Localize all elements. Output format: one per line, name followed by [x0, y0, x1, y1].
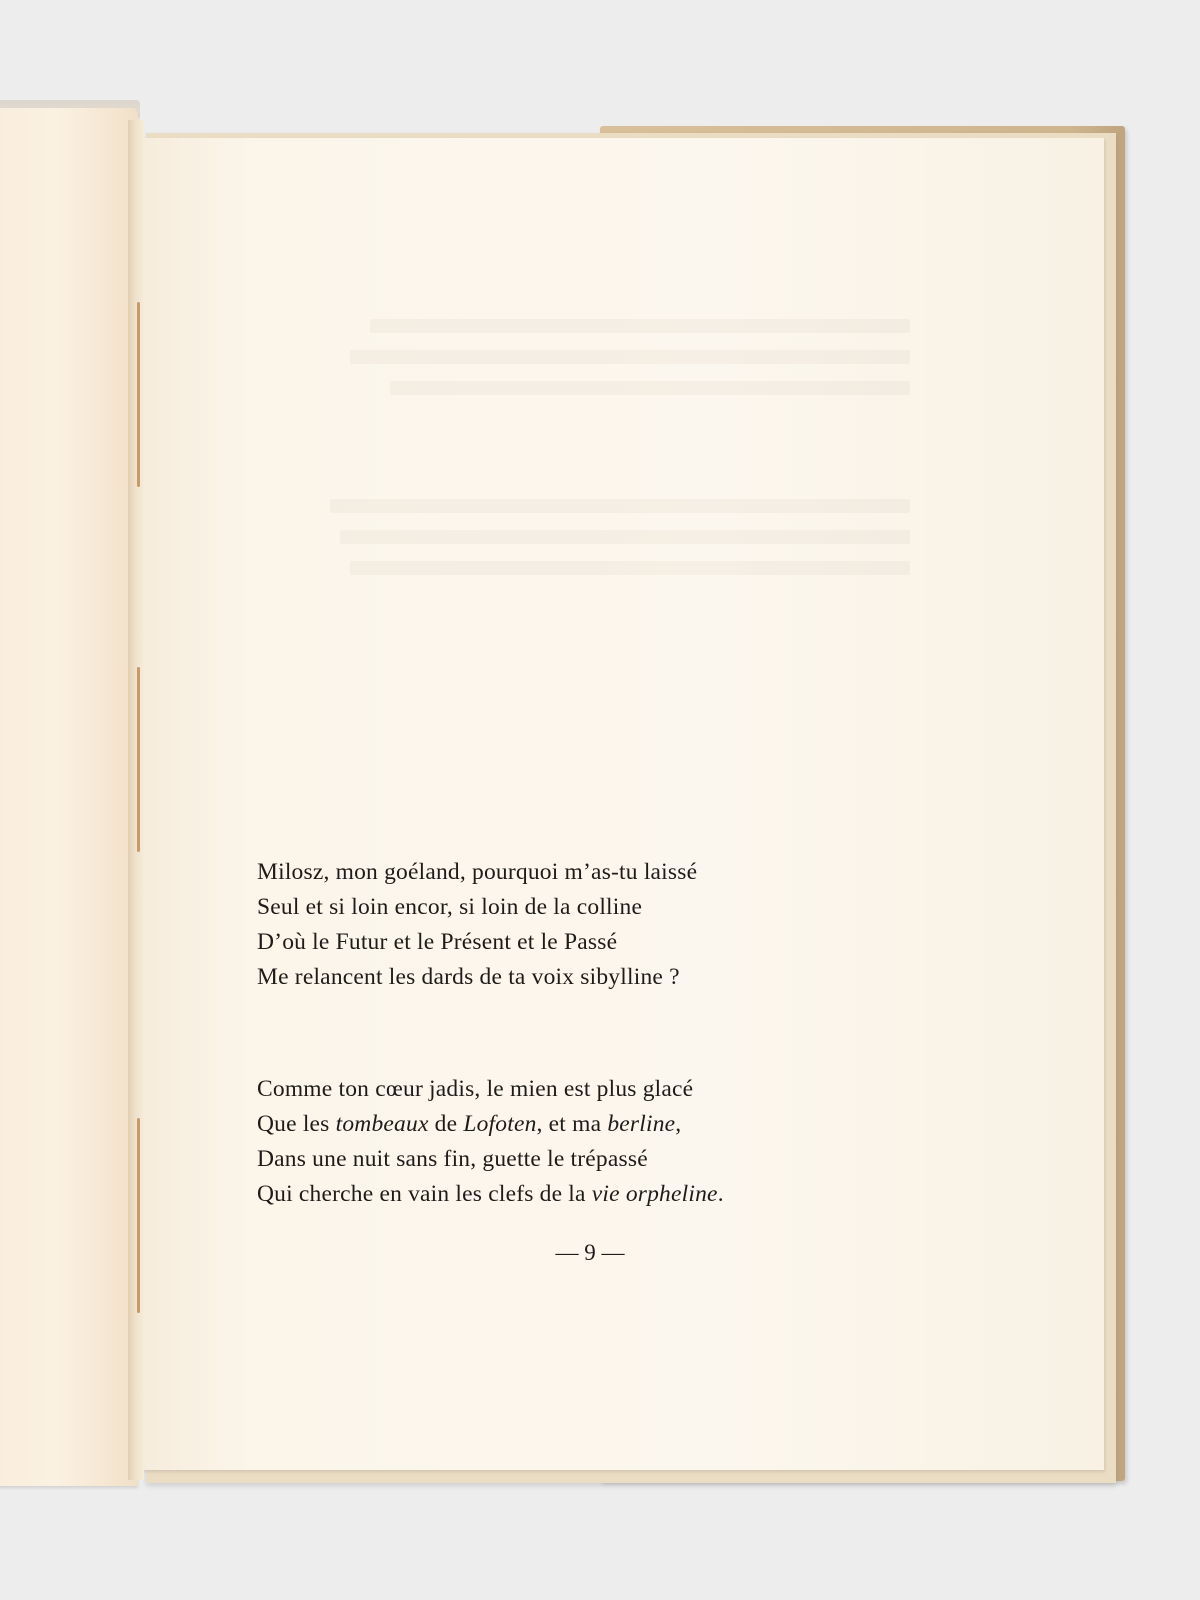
left-page: [0, 108, 138, 1486]
line-text: Me relancent les dards de ta voix sibylline ?: [257, 964, 680, 990]
show-through-text: [310, 310, 910, 403]
binding-stitch: [137, 667, 140, 852]
line-text: Seul et si loin encor, si loin de la colline: [257, 894, 643, 920]
poem-line: [257, 1107, 877, 1142]
poem-line: [257, 960, 877, 995]
page-number: — 9 —: [555, 1240, 625, 1265]
poem-line: [257, 890, 877, 925]
book-gutter: [128, 120, 144, 1480]
poem-line: [257, 1142, 877, 1177]
line-text: Qui cherche en vain les clefs de la: [257, 1181, 592, 1207]
poem-line: [257, 1072, 877, 1107]
show-through-text: [310, 490, 910, 583]
poem-line: [257, 1177, 877, 1212]
italic-text: vie orpheline: [591, 1181, 718, 1207]
line-text: Comme ton cœur jadis, le mien est plus glacé: [257, 1076, 694, 1102]
poem-line: [257, 925, 877, 960]
line-text: D’où le Futur et le Présent et le Passé: [257, 929, 618, 955]
poem-stanza: [257, 855, 877, 995]
line-text: , et ma: [536, 1111, 608, 1137]
binding-stitch: [137, 302, 140, 487]
italic-text: berline: [607, 1111, 676, 1137]
line-text: Dans une nuit sans fin, guette le trépassé: [257, 1146, 648, 1172]
line-text: ,: [675, 1111, 682, 1137]
line-text: Que les: [257, 1111, 336, 1137]
poem-line: [257, 855, 877, 890]
line-text: de: [428, 1111, 464, 1137]
line-text: .: [717, 1181, 724, 1207]
italic-text: Lofoten: [463, 1111, 537, 1137]
italic-text: tombeaux: [335, 1111, 429, 1137]
binding-stitch: [137, 1118, 140, 1313]
line-text: Milosz, mon goéland, pourquoi m’as-tu laissé: [257, 859, 698, 885]
poem-stanza: [257, 1072, 877, 1212]
